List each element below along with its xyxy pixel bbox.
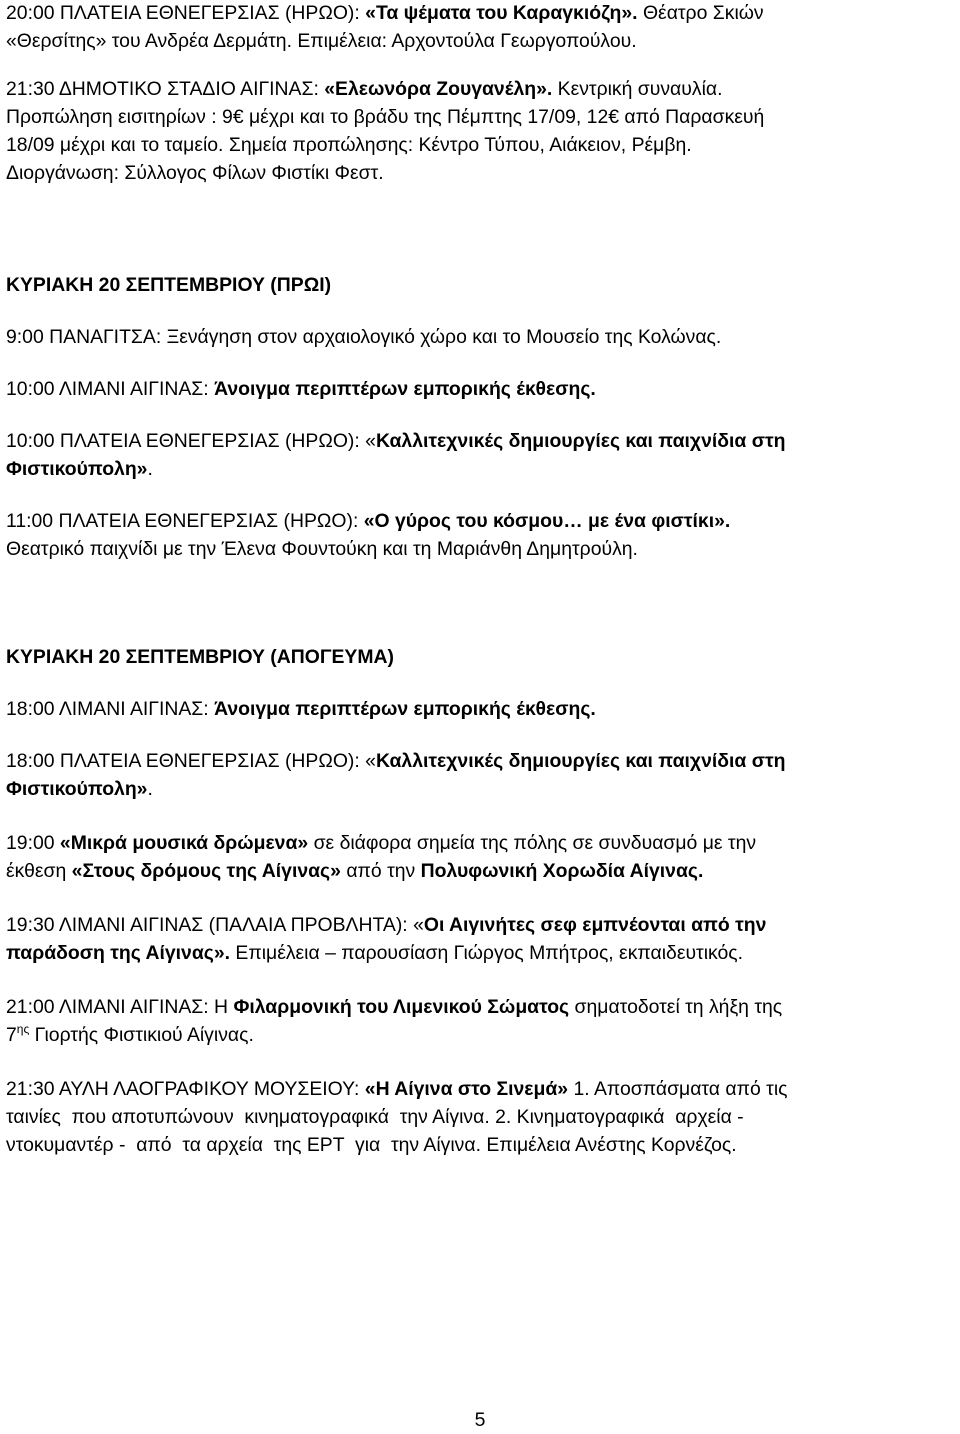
event-kiosks-afternoon	[6, 695, 954, 723]
event-world-tour	[6, 507, 954, 563]
event-title: «Στους δρόμους της Αίγινας»	[71, 860, 341, 882]
page-number: 5	[474, 1409, 486, 1431]
event-line	[6, 993, 954, 1021]
event-text: .	[147, 778, 153, 800]
event-location: 10:00 ΠΛΑΤΕΙΑ ΕΘΝΕΓΕΡΣΙΑΣ (ΗΡΩΟ): «	[6, 430, 376, 452]
event-guided-tour	[6, 323, 954, 351]
event-creations-morning	[6, 427, 954, 483]
event-title: Άνοιγμα περιπτέρων εμπορικής έκθεσης.	[214, 698, 596, 720]
event-location: 20:00 ΠΛΑΤΕΙΑ ΕΘΝΕΓΕΡΣΙΑΣ (ΗΡΩΟ):	[6, 2, 366, 24]
event-line	[6, 375, 954, 403]
event-music-happenings	[6, 829, 954, 885]
event-philharmonic	[6, 993, 954, 1049]
event-line	[6, 1075, 954, 1103]
event-line: 9:00 ΠΑΝΑΓΙΤΣΑ: Ξενάγηση στον αρχαιολογικό χώρο και το Μουσείο της Κολώνας.	[6, 326, 722, 348]
section-heading-afternoon: ΚΥΡΙΑΚΗ 20 ΣΕΠΤΕΜΒΡΙΟΥ (ΑΠΟΓΕΥΜΑ)	[6, 646, 394, 668]
event-concert	[6, 75, 954, 187]
event-line	[6, 829, 954, 857]
event-location: 21:30 ΔΗΜΟΤΙΚΟ ΣΤΑΔΙΟ ΑΙΓΙΝΑΣ:	[6, 78, 325, 100]
event-title: Φιστικούπολη»	[6, 458, 148, 480]
event-title: Οι Αιγινήτες σεφ εμπνέονται από την	[423, 914, 767, 936]
event-title: «Μικρά μουσικά δρώμενα»	[59, 832, 309, 854]
event-title: Καλλιτεχνικές δημιουργίες και παιχνίδια στη	[375, 430, 786, 452]
event-text: .	[147, 458, 153, 480]
event-title: Καλλιτεχνικές δημιουργίες και παιχνίδια στη	[375, 750, 786, 772]
event-text: Επιμέλεια – παρουσίαση Γιώργος Μπήτρος, εκπαιδευτικός.	[230, 942, 744, 964]
event-line: Διοργάνωση: Σύλλογος Φίλων Φιστίκι Φεστ.	[6, 162, 384, 184]
event-line	[6, 0, 954, 27]
event-line	[6, 455, 954, 483]
event-line	[6, 507, 954, 535]
event-title: παράδοση της Αίγινας».	[6, 942, 231, 964]
event-text: 7	[6, 1024, 17, 1046]
event-location: 19:30 ΛΙΜΑΝΙ ΑΙΓΙΝΑΣ (ΠΑΛΑΙΑ ΠΡΟΒΛΗΤΑ): «	[6, 914, 424, 936]
event-text: Θέατρο Σκιών	[637, 2, 764, 24]
event-text: Κεντρική συναυλία.	[552, 78, 723, 100]
event-creations-afternoon	[6, 747, 954, 803]
event-line	[6, 775, 954, 803]
event-title: «Ο γύρος του κόσμου… με ένα φιστίκι».	[363, 510, 731, 532]
event-line	[6, 427, 954, 455]
event-line	[6, 747, 954, 775]
event-title: «Ελεωνόρα Ζουγανέλη».	[324, 78, 553, 100]
event-chefs	[6, 911, 954, 967]
event-text: 1. Αποσπάσματα από τις	[568, 1078, 788, 1100]
event-title: «Τα ψέματα του Καραγκιόζη».	[365, 2, 638, 24]
event-title: Φιλαρμονική του Λιμενικού Σώματος	[233, 996, 570, 1018]
event-text: έκθεση	[6, 860, 72, 882]
event-title: Άνοιγμα περιπτέρων εμπορικής έκθεσης.	[214, 378, 596, 400]
event-location: 18:00 ΛΙΜΑΝΙ ΑΙΓΙΝΑΣ:	[6, 698, 215, 720]
event-line: Θεατρικό παιχνίδι με την Έλενα Φουντούκη και τη Μαριάνθη Δημητρούλη.	[6, 538, 638, 560]
event-cinema	[6, 1075, 954, 1159]
event-line: Προπώληση εισιτηρίων : 9€ μέχρι και το βράδυ της Πέμπτης 17/09, 12€ από Παρασκευή	[6, 106, 765, 128]
event-line	[6, 857, 954, 885]
event-line	[6, 75, 954, 103]
event-title: «Η Αίγινα στο Σινεμά»	[364, 1078, 569, 1100]
event-location: 10:00 ΛΙΜΑΝΙ ΑΙΓΙΝΑΣ:	[6, 378, 215, 400]
event-kiosks-morning	[6, 375, 954, 403]
section-heading-morning: ΚΥΡΙΑΚΗ 20 ΣΕΠΤΕΜΒΡΙΟΥ (ΠΡΩΙ)	[6, 274, 332, 296]
event-line: 18/09 μέχρι και το ταμείο. Σημεία προπώλησης: Κέντρο Τύπου, Αιάκειον, Ρέμβη.	[6, 134, 692, 156]
event-text: σε διάφορα σημεία της πόλης σε συνδυασμό με την	[308, 832, 757, 854]
event-location: 11:00 ΠΛΑΤΕΙΑ ΕΘΝΕΓΕΡΣΙΑΣ (ΗΡΩΟ):	[6, 510, 364, 532]
event-line	[6, 939, 954, 967]
event-location: 21:30 ΑΥΛΗ ΛΑΟΓΡΑΦΙΚΟΥ ΜΟΥΣΕΙΟΥ:	[6, 1078, 365, 1100]
event-line: ντοκυμαντέρ - από τα αρχεία της ΕΡΤ για την Αίγινα. Επιμέλεια Ανέστης Κορνέζος.	[6, 1134, 737, 1156]
event-line	[6, 695, 954, 723]
event-karagiozis	[6, 0, 954, 55]
event-line: «Θερσίτης» του Ανδρέα Δερμάτη. Επιμέλεια: Αρχοντούλα Γεωργοπούλου.	[6, 30, 637, 52]
ordinal-suffix: ης	[16, 1022, 30, 1036]
event-time: 19:00	[6, 832, 60, 854]
event-text: Γιορτής Φιστικιού Αίγινας.	[29, 1024, 254, 1046]
event-title: Φιστικούπολη»	[6, 778, 148, 800]
event-text: από την	[340, 860, 421, 882]
event-location: 18:00 ΠΛΑΤΕΙΑ ΕΘΝΕΓΕΡΣΙΑΣ (ΗΡΩΟ): «	[6, 750, 376, 772]
event-line	[6, 911, 954, 939]
event-line	[6, 1021, 954, 1049]
event-text: σηματοδοτεί τη λήξη της	[569, 996, 783, 1018]
event-location: 21:00 ΛΙΜΑΝΙ ΑΙΓΙΝΑΣ: Η	[6, 996, 234, 1018]
event-organizer: Πολυφωνική Χορωδία Αίγινας.	[420, 860, 704, 882]
event-line: ταινίες που αποτυπώνουν κινηματογραφικά την Αίγινα. 2. Κινηματογραφικά αρχεία -	[6, 1106, 744, 1128]
